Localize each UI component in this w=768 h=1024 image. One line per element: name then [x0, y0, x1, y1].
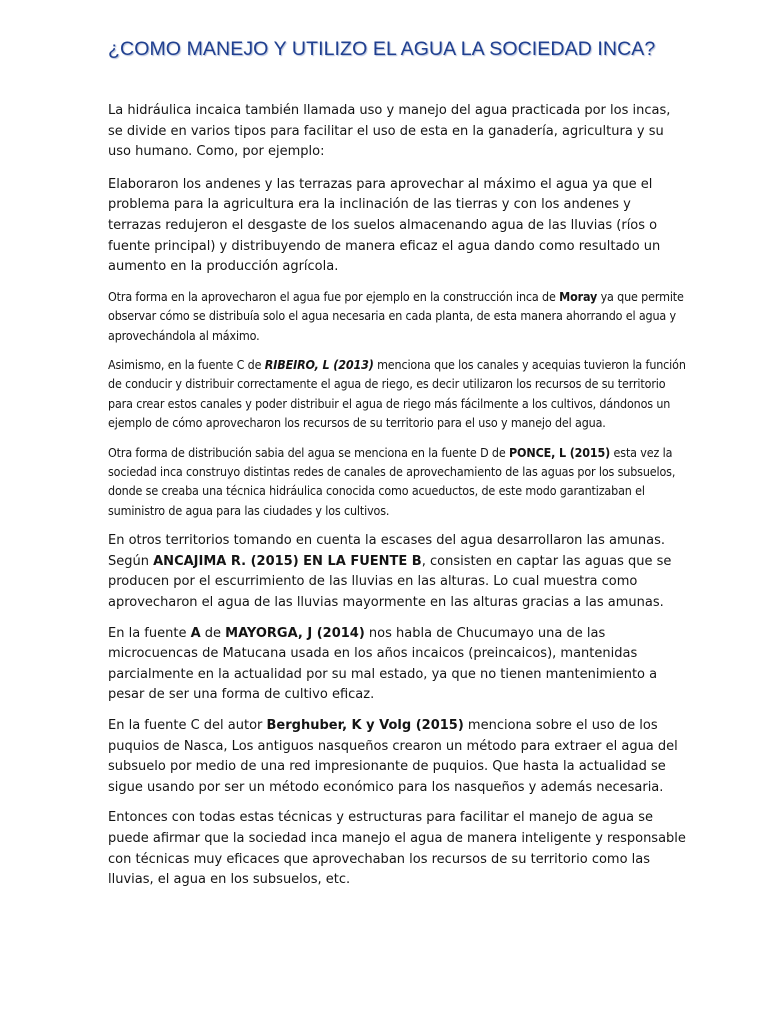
paragraph-text: La hidráulica incaica también llamada uso y manejo del agua practicada por los incas, se divide en varios tipos para facilitar el uso de esta en la ganadería, agricultura y su uso humano. Como, por ejemplo: — [108, 103, 671, 160]
citation-ponce: PONCE, L (2015) — [509, 445, 611, 460]
paragraph-text: de — [200, 625, 226, 641]
paragraph-text: Otra forma de distribución sabia del agua se menciona en la fuente D de — [108, 445, 510, 460]
paragraph-text: En la fuente — [108, 625, 191, 641]
paragraph-text: menciona sobre el uso de los puquios de Nasca, Los antiguos nasqueños crearon un método para extraer el agua del subsuelo por medio de una red impresionante de puquios. Que hasta la actualidad se sigue usando por ser un método económico para los nasqueños y además necesaria. — [108, 717, 678, 795]
paragraph-text: Entonces con todas estas técnicas y estructuras para facilitar el manejo de agua se puede afirmar que la sociedad inca manejo el agua de manera inteligente y responsable con técnicas muy eficaces que aprovechaban los recursos de su territorio como las lluvias, el agua en los subsuelos, etc. — [108, 810, 686, 888]
paragraph-text: ya que permite observar cómo se distribuía solo el agua necesaria en cada planta, de esta manera ahorrando el agua y aprovechándola al máximo. — [108, 289, 684, 343]
paragraph-ribeiro — [108, 356, 688, 434]
paragraph-mayorga — [108, 624, 688, 706]
paragraph-text: , consisten en captar las aguas que se producen por el escurrimiento de las lluvias en las alturas. Lo cual muestra como aprovecharon el agua de las lluvias mayormente en las alturas gracias a las amunas. — [108, 553, 672, 610]
paragraph-conclusion — [108, 808, 688, 890]
paragraph-ponce — [108, 444, 688, 522]
paragraph-moray — [108, 288, 688, 346]
paragraph-text: En otros territorios tomando en cuenta la escases del agua desarrollaron las amunas. Según — [108, 533, 666, 569]
paragraph-text: esta vez la sociedad inca construyo distintas redes de canales de aprovechamiento de las aguas por los subsuelos, donde se creaba una técnica hidráulica conocida como acueductos, de este modo garantizaban el suministro de agua para las ciudades y los cultivos. — [108, 445, 676, 518]
paragraph-text: En la fuente C del autor — [108, 717, 267, 733]
paragraph-andenes — [108, 175, 688, 278]
citation-ribeiro: RIBEIRO, L (2013) — [264, 357, 374, 372]
paragraph-amunas — [108, 531, 688, 613]
paragraph-text: Otra forma en la aprovecharon el agua fue por ejemplo en la construcción inca de — [108, 289, 560, 304]
bold-term-moray: Moray — [559, 289, 598, 304]
citation-berghuber: Berghuber, K y Volg (2015) — [266, 717, 464, 733]
paragraph-text: nos habla de Chucumayo una de las microcuencas de Matucana usada en los años incaicos (preincaicos), mantenidas parcialmente en la actualidad por su mal estado, ya que no tienen mantenimiento a pesar de ser una forma de cultivo eficaz. — [108, 625, 658, 703]
paragraph-intro — [108, 101, 688, 163]
citation-ancajima: ANCAJIMA R. (2015) EN LA FUENTE B — [153, 553, 422, 569]
paragraph-puquios — [108, 716, 688, 798]
document-body — [108, 101, 688, 891]
paragraph-text: Elaboraron los andenes y las terrazas para aprovechar al máximo el agua ya que el problema para la agricultura era la inclinación de las tierras y con los andenes y terrazas redujeron el desgaste de los suelos almacenando agua de las lluvias (ríos o fuente principal) y distribuyendo de manera eficaz el agua dando como resultado un aumento en la producción agrícola. — [108, 176, 661, 275]
citation-mayorga: MAYORGA, J (2014) — [225, 625, 365, 641]
source-letter-a: A — [190, 625, 201, 641]
page-title: ¿COMO MANEJO Y UTILIZO EL AGUA LA SOCIEDAD INCA? — [108, 38, 656, 60]
paragraph-text: menciona que los canales y acequias tuvieron la función de conducir y distribuir correctamente el agua de riego, es decir utilizaron los recursos de su territorio para crear estos canales y poder distribuir el agua de riego más fácilmente a los cultivos, dándonos un ejemplo de cómo aprovecharon los recursos de su territorio para el uso y manejo del agua. — [108, 357, 686, 431]
paragraph-text: Asimismo, en la fuente C de — [108, 357, 265, 372]
